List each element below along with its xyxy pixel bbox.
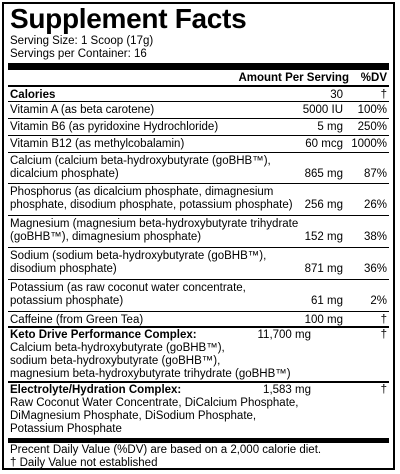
- nutrient-row: [8, 280, 389, 311]
- nutrient-name-line: Sodium (sodium beta-hydroxybutyrate (goBHB™),: [10, 250, 267, 262]
- nutrient-amount: 865 mg: [304, 168, 343, 180]
- column-header-row: [8, 70, 389, 86]
- electrolyte-complex-name: Electrolyte/Hydration Complex:: [10, 384, 182, 396]
- nutrient-dv: †: [380, 314, 387, 326]
- keto-complex-line: magnesium beta-hydroxybutyrate trihydrate (goBHB™): [10, 368, 291, 380]
- nutrient-dv: 250%: [357, 121, 387, 133]
- nutrient-dv: 87%: [363, 168, 387, 180]
- nutrient-dv: 2%: [370, 295, 387, 307]
- panel-title: Supplement Facts: [10, 3, 247, 34]
- nutrient-row: [8, 136, 389, 152]
- electrolyte-complex-amount: 1,583 mg: [263, 384, 311, 396]
- keto-complex-amount: 11,700 mg: [257, 329, 311, 341]
- nutrient-row: [8, 312, 389, 326]
- footnote-dagger: † Daily Value not established: [10, 457, 158, 469]
- nutrient-row: [8, 216, 389, 247]
- nutrient-dv: 26%: [363, 199, 387, 211]
- nutrient-name-line: Magnesium (magnesium beta-hydroxybutyrate trihydrate: [10, 218, 299, 230]
- nutrient-name-line: potassium phosphate): [10, 295, 124, 307]
- serving-size: Serving Size: 1 Scoop (17g): [10, 35, 154, 47]
- footnote-dv: Precent Daily Value (%DV) are based on a 2,000 calorie diet.: [10, 444, 322, 456]
- keto-complex-line: Calcium beta-hydroxybutyrate (goBHB™),: [10, 342, 225, 354]
- calories-amount: 30: [330, 89, 343, 101]
- nutrient-amount: 5000 IU: [302, 104, 343, 116]
- nutrient-name: [10, 155, 271, 181]
- servings-per-container: Servings per Container: 16: [10, 48, 147, 60]
- nutrient-name: Vitamin B6 (as pyridoxine Hydrochloride): [10, 121, 219, 133]
- nutrient-amount: 61 mg: [311, 295, 343, 307]
- nutrient-amount: 100 mg: [304, 314, 343, 326]
- calories-row: [8, 87, 389, 101]
- amount-per-serving-header: Amount Per Serving: [238, 72, 349, 84]
- nutrient-name-line: phosphate, disodium phosphate, potassium phosphate): [10, 199, 293, 211]
- keto-complex: [10, 329, 291, 381]
- nutrient-row: [8, 119, 389, 135]
- nutrient-row: [8, 102, 389, 118]
- nutrient-name: [10, 218, 298, 244]
- nutrient-amount: 5 mg: [317, 121, 343, 133]
- nutrient-dv: 100%: [357, 104, 387, 116]
- nutrient-name-line: disodium phosphate): [10, 263, 117, 275]
- electrolyte-complex: [10, 384, 298, 436]
- keto-complex-name: Keto Drive Performance Complex:: [10, 329, 197, 341]
- nutrient-amount: 871 mg: [304, 263, 343, 275]
- nutrient-name-line: Potassium (as raw coconut water concentrate,: [10, 282, 246, 294]
- nutrient-name: [10, 186, 293, 212]
- calories-label: Calories: [10, 89, 56, 101]
- thick-divider: [8, 438, 389, 443]
- keto-complex-dv: †: [380, 329, 387, 341]
- nutrient-name: Caffeine (from Green Tea): [10, 314, 144, 326]
- nutrient-row: [8, 153, 389, 183]
- nutrient-name-line: Phosphorus (as dicalcium phosphate, dimagnesium: [10, 186, 274, 198]
- nutrient-dv: 1000%: [351, 138, 387, 150]
- nutrient-name-line: Calcium (calcium beta-hydroxybutyrate (goBHB™),: [10, 155, 271, 167]
- electrolyte-complex-line: Potassium Phosphate: [10, 423, 122, 435]
- calories-dv: †: [380, 89, 387, 101]
- electrolyte-complex-line: Raw Coconut Water Concentrate, DiCalcium Phosphate,: [10, 397, 299, 409]
- nutrient-amount: 256 mg: [304, 199, 343, 211]
- nutrient-name: [10, 250, 266, 276]
- nutrient-name-line: (goBHB™), dimagnesium phosphate): [10, 231, 202, 243]
- electrolyte-complex-line: DiMagnesium Phosphate, DiSodium Phosphate,: [10, 410, 257, 422]
- nutrient-row: [8, 184, 389, 215]
- keto-complex-line: sodium beta-hydroxybutyrate (goBHB™),: [10, 355, 221, 367]
- nutrient-amount: 152 mg: [304, 231, 343, 243]
- electrolyte-complex-dv: †: [380, 384, 387, 396]
- nutrient-name-line: dicalcium phosphate): [10, 168, 119, 180]
- nutrient-row: [8, 248, 389, 279]
- keto-complex-row: [8, 327, 389, 379]
- nutrient-name: Vitamin B12 (as methylcobalamin): [10, 138, 185, 150]
- nutrient-name: [10, 282, 246, 308]
- electrolyte-complex-row: [8, 382, 389, 434]
- nutrient-dv: 38%: [363, 231, 387, 243]
- nutrient-name: Vitamin A (as beta carotene): [10, 104, 155, 116]
- thick-divider: [8, 63, 389, 70]
- supplement-facts-panel: [2, 2, 395, 470]
- nutrient-amount: 60 mcg: [305, 138, 343, 150]
- dv-header: %DV: [360, 72, 387, 84]
- nutrient-dv: 36%: [363, 263, 387, 275]
